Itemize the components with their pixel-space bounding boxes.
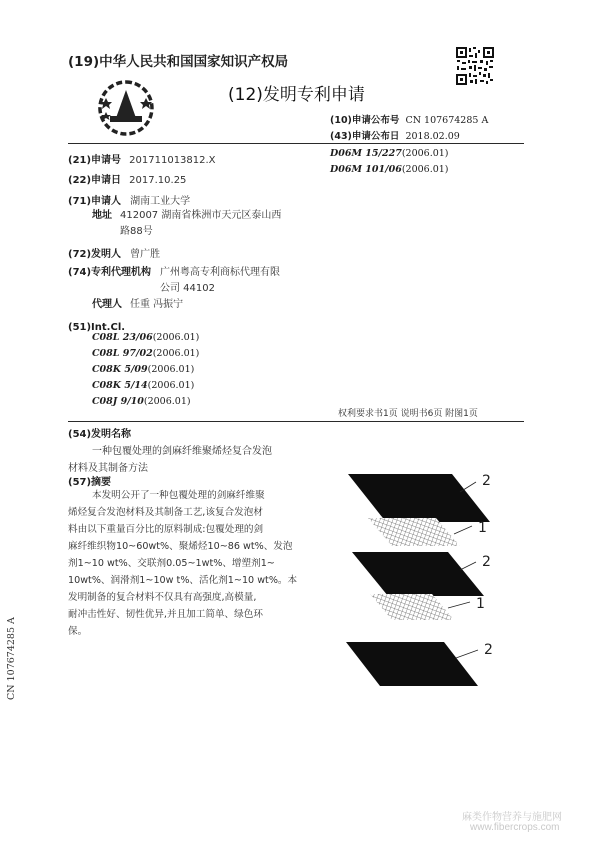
- publication-number-row: [330, 112, 488, 126]
- figure-label: 2: [484, 642, 493, 658]
- abstract-label: (57)摘要: [68, 477, 112, 488]
- application-date-row: [68, 168, 186, 187]
- ipc-class: C08L 23/06(2006.01): [92, 332, 200, 343]
- side-publication-number: CN 107674285 A: [6, 617, 17, 700]
- int-cl-label: (51)Int.Cl.: [68, 322, 126, 333]
- document-type: (12)发明专利申请: [228, 85, 365, 105]
- biblio-divider: [68, 421, 524, 422]
- ipc-class: C08J 9/10(2006.01): [92, 396, 191, 407]
- foam-layer: [352, 552, 484, 596]
- abstract-line: 剂1~10 wt%、交联剂0.05~1wt%、增塑剂1~: [68, 558, 275, 569]
- figure-label: 1: [476, 596, 485, 612]
- application-number: 201711013812.X: [129, 155, 216, 166]
- inventor-label: (72)发明人: [68, 249, 122, 260]
- application-date: 2017.10.25: [129, 175, 187, 186]
- watermark-text: 麻类作物营养与施肥网: [462, 812, 562, 823]
- watermark-url: www.fibercrops.com: [470, 822, 560, 833]
- abstract-line: 本发明公开了一种包覆处理的剑麻纤维聚: [92, 490, 265, 501]
- abstract-line: 烯烃复合发泡材料及其制备工艺,该复合发泡材: [68, 507, 263, 518]
- figure-label: 1: [478, 520, 487, 536]
- agent: 任重 冯振宁: [130, 299, 184, 310]
- publication-date-label: (43)申请公布日: [330, 131, 400, 142]
- agent-label: 代理人: [92, 299, 122, 310]
- agency-line-1: 广州粤高专利商标代理有限: [160, 267, 280, 278]
- application-number-row: [68, 148, 216, 167]
- ipc-class: C08K 5/09(2006.01): [92, 364, 195, 375]
- applicant: 湖南工业大学: [130, 196, 191, 207]
- fiber-mesh-layer: [368, 518, 460, 546]
- header-divider: [68, 143, 524, 144]
- figure-label: 2: [482, 554, 491, 570]
- patent-office: (19)中华人民共和国国家知识产权局: [68, 54, 289, 70]
- invention-title-line-1: 一种包覆处理的剑麻纤维聚烯烃复合发泡: [92, 446, 272, 457]
- address-line-1: 412007 湖南省株洲市天元区泰山西: [120, 210, 282, 221]
- foam-layer: [348, 474, 490, 522]
- ipc-class-right: D06M 101/06(2006.01): [330, 164, 449, 175]
- page-counts: 权利要求书1页 说明书6页 附图1页: [338, 409, 478, 419]
- abstract-line: 耐冲击性好、韧性优异,并且加工简单、绿色环: [68, 609, 263, 620]
- foam-layer: [346, 642, 478, 686]
- publication-number: CN 107674285 A: [405, 115, 489, 126]
- address-line-2: 路88号: [120, 226, 153, 237]
- title-label: (54)发明名称: [68, 429, 132, 440]
- abstract-line: 麻纤维织物10~60wt%、聚烯烃10~86 wt%、发泡: [68, 541, 293, 552]
- publication-date-row: [330, 128, 460, 142]
- publication-number-label: (10)申请公布号: [330, 115, 400, 126]
- fiber-mesh-layer: [370, 594, 454, 620]
- applicant-label: (71)申请人: [68, 196, 122, 207]
- abstract-line: 发明制备的复合材料不仅具有高强度,高模量,: [68, 592, 257, 603]
- application-number-label: (21)申请号: [68, 155, 122, 166]
- publication-date: 2018.02.09: [405, 131, 460, 142]
- layer-structure-figure: [320, 462, 530, 692]
- emblem-icon: [96, 78, 156, 136]
- ipc-class: C08K 5/14(2006.01): [92, 380, 195, 391]
- agency-line-2: 公司 44102: [160, 283, 215, 294]
- ipc-class: C08L 97/02(2006.01): [92, 348, 200, 359]
- inventor-row: [68, 242, 160, 261]
- application-date-label: (22)申请日: [68, 175, 122, 186]
- invention-title-line-2: 材料及其制备方法: [68, 463, 148, 474]
- agency-label: (74)专利代理机构: [68, 267, 152, 278]
- abstract-line: 10wt%、润滑剂1~10w t%、活化剂1~10 wt%。本: [68, 575, 298, 586]
- qr-code: [455, 46, 495, 86]
- inventor: 曾广胜: [130, 249, 161, 260]
- figure-label: 2: [482, 473, 491, 489]
- ipc-class-right: D06M 15/227(2006.01): [330, 148, 449, 159]
- abstract-line: 料由以下重量百分比的原料制成:包覆处理的剑: [68, 524, 264, 535]
- address-label: 地址: [92, 210, 112, 221]
- abstract-line: 保。: [68, 626, 88, 637]
